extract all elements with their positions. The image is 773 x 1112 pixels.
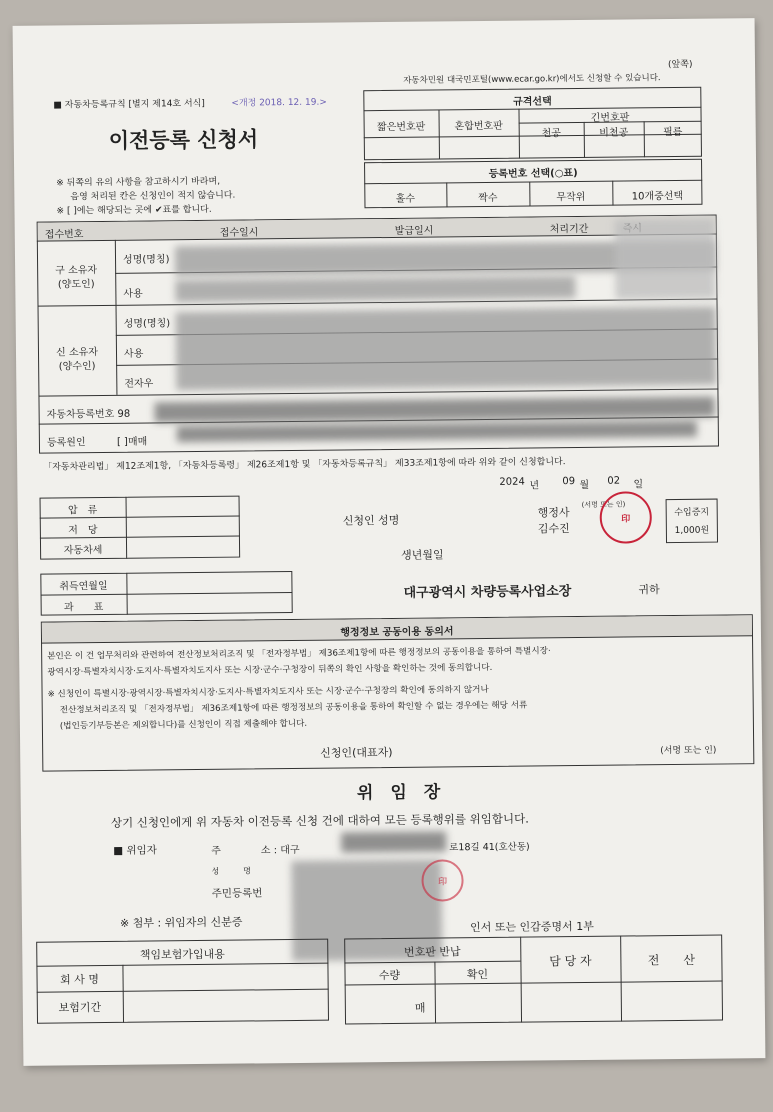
date-day: 02 <box>607 475 621 487</box>
insurance-title: 책임보험가입내용 <box>139 947 225 962</box>
legal-basis: 「자동차관리법」 제12조제1항, 「자동차등록령」 제26조제1항 및 「자동차등록규칙」 제33조제1항에 따라 위와 같이 신청합니다. <box>43 457 566 473</box>
consent-para-2b: 전산정보처리조직 및 「전자정부법」 제36조제1항에 따른 행정정보의 공동이용을 통하여 확인할 수 없는 경우에는 해당 서류 <box>59 700 528 716</box>
car-tax-label: 자동차세 <box>63 545 103 557</box>
spec-non-ceiling: 비천공 <box>599 127 629 139</box>
date-day-unit: 일 <box>633 479 644 491</box>
regno-odd: 홀수 <box>395 193 416 205</box>
revenue-stamp-value: 1,000원 <box>674 525 710 537</box>
acquire-label: 취득연월일 <box>59 580 108 593</box>
note-3: ※ [ ]에는 해당되는 곳에 ✔표를 합니다. <box>56 204 212 217</box>
plate-qty-unit: 매 <box>414 1001 426 1015</box>
delegator-label: ■ 위임자 <box>113 844 157 857</box>
receipt-no-label: 접수번호 <box>44 229 84 241</box>
note-1: ※ 뒤쪽의 유의 사항을 참고하시기 바라며, <box>56 176 221 189</box>
date-month-unit: 월 <box>579 479 590 492</box>
office-suffix: 귀하 <box>638 583 660 597</box>
revision-date: <개정 2018. 12. 19.> <box>231 97 327 109</box>
attachment-label: ※ 첨부 : 위임자의 신분증 <box>119 915 243 930</box>
online-notice: 자동차민원 대국민포털(www.ecar.go.kr)에서도 신청할 수 있습니다. <box>403 73 661 86</box>
plate-confirm-label: 확인 <box>466 967 489 982</box>
tax-label: 과 표 <box>63 601 104 614</box>
new-owner-sub: (양수인) <box>58 361 96 373</box>
old-owner-use-label: 사용 <box>123 288 143 300</box>
regno-even: 짝수 <box>478 192 498 205</box>
consent-para-2a: ※ 신청인이 특별시장·광역시장·특별자치시장·도지사·특별자치도지사 또는 시장·군수·구청장의 확인에 동의하지 않거나 <box>47 684 489 700</box>
phone-label: 전자우 <box>124 378 154 390</box>
spec-mixed: 혼합번호판 <box>454 120 503 133</box>
form-rule: ■ 자동차등록규칙 [별지 제14호 서식] <box>53 98 205 111</box>
page-title: 이전등록 신청서 <box>108 127 259 153</box>
new-owner-name-label: 성명(명칭) <box>123 318 171 330</box>
spec-ceiling: 천공 <box>541 128 561 140</box>
delegator-address-tail: 로18길 41(호산동) <box>449 841 530 854</box>
regno-ten: 10개중선택 <box>631 190 684 203</box>
agent-title: 행정사 <box>537 506 570 520</box>
spec-title: 규격선택 <box>513 96 552 108</box>
agent-name: 김수진 <box>537 522 570 536</box>
spec-film: 필름 <box>662 126 683 139</box>
delegation-title: 위 임 장 <box>356 782 441 804</box>
officer-label: 담 당 자 <box>549 953 592 969</box>
delegator-name-label: 성 명 <box>211 866 251 876</box>
consent-title: 행정정보 공동이용 동의서 <box>340 626 454 639</box>
personal-seal-stamp: 印 <box>421 859 463 901</box>
revenue-stamp-label: 수입증지 <box>674 507 710 519</box>
redacted-block <box>341 831 446 852</box>
regno-random: 무작위 <box>556 191 586 204</box>
applicant-name-label: 신청인 성명 <box>342 513 400 528</box>
official-seal-stamp: 印 <box>599 491 652 544</box>
regno-title: 등록번호 선택(○표) <box>488 168 578 180</box>
old-owner-label: 구 소유자 <box>55 265 98 277</box>
page-side: (앞쪽) <box>667 59 693 71</box>
date-month: 09 <box>562 476 576 488</box>
consent-para-1a: 본인은 이 건 업무처리와 관련하여 전산정보처리조직 및 「전자정부법」 제36조제1항에 따른 행정정보의 공동이용을 통하여 특별시장· <box>47 646 551 662</box>
representative-sign: (서명 또는 인) <box>660 745 717 757</box>
redacted-block <box>615 219 716 300</box>
birth-label: 생년월일 <box>401 548 444 562</box>
spec-short: 짧은번호판 <box>376 121 426 134</box>
insurance-period-label: 보험기간 <box>58 1001 102 1015</box>
date-year: 2024 <box>499 476 525 488</box>
application-form <box>13 18 766 1066</box>
consent-para-1b: 광역시장·특별자치시장·도지사·특별자치도지사 또는 시장·군수·구청장이 뒤쪽의 확인 사항을 확인하는 것에 동의합니다. <box>47 662 493 678</box>
cause-value: [ ]매매 <box>116 436 148 448</box>
plate-qty-label: 수량 <box>378 968 401 983</box>
car-reg-no-label: 자동차등록번호 98 <box>46 408 131 421</box>
date-year-unit: 년 <box>529 480 540 492</box>
cause-label: 등록원인 <box>46 437 86 449</box>
delegation-text: 상기 신청인에게 위 자동차 이전등록 신청 건에 대하여 모든 등록행위를 위임합니다. <box>110 811 529 830</box>
new-owner-label: 신 소유자 <box>56 347 98 359</box>
office-name: 대구광역시 차량등록사업소장 <box>403 584 572 601</box>
delegator-address-label: 주 소 : 대구 <box>211 844 300 857</box>
redacted-block <box>176 307 717 391</box>
seizure-label: 압 류 <box>67 505 98 517</box>
note-2: 음영 처리된 칸은 신청인이 적지 않습니다. <box>70 190 236 203</box>
old-owner-sub: (양도인) <box>57 279 95 291</box>
sign-hint: (서명 또는 인) <box>581 500 626 509</box>
issue-date-label: 발급일시 <box>394 225 434 237</box>
attachment-tail: 인서 또는 인감증명서 1부 <box>469 919 594 935</box>
spec-long: 긴번호판 <box>590 112 630 124</box>
receipt-date-label: 접수일시 <box>219 227 259 239</box>
mortgage-label: 저 당 <box>68 525 98 537</box>
redacted-block <box>175 276 575 302</box>
consent-para-2c: (법인등기부등본은 제외합니다)를 신청인이 직접 제출해야 합니다. <box>59 718 308 732</box>
new-owner-use-label: 사용 <box>123 348 144 360</box>
computer-label: 전 산 <box>647 952 696 968</box>
delegator-id-label: 주민등록번 <box>211 887 263 900</box>
insurance-company-label: 회 사 명 <box>60 973 100 987</box>
period-label: 처리기간 <box>549 223 589 236</box>
plate-return-title: 번호판 반납 <box>403 945 461 959</box>
representative-label: 신청인(대표자) <box>320 745 393 760</box>
old-owner-name-label: 성명(명칭) <box>122 254 170 266</box>
